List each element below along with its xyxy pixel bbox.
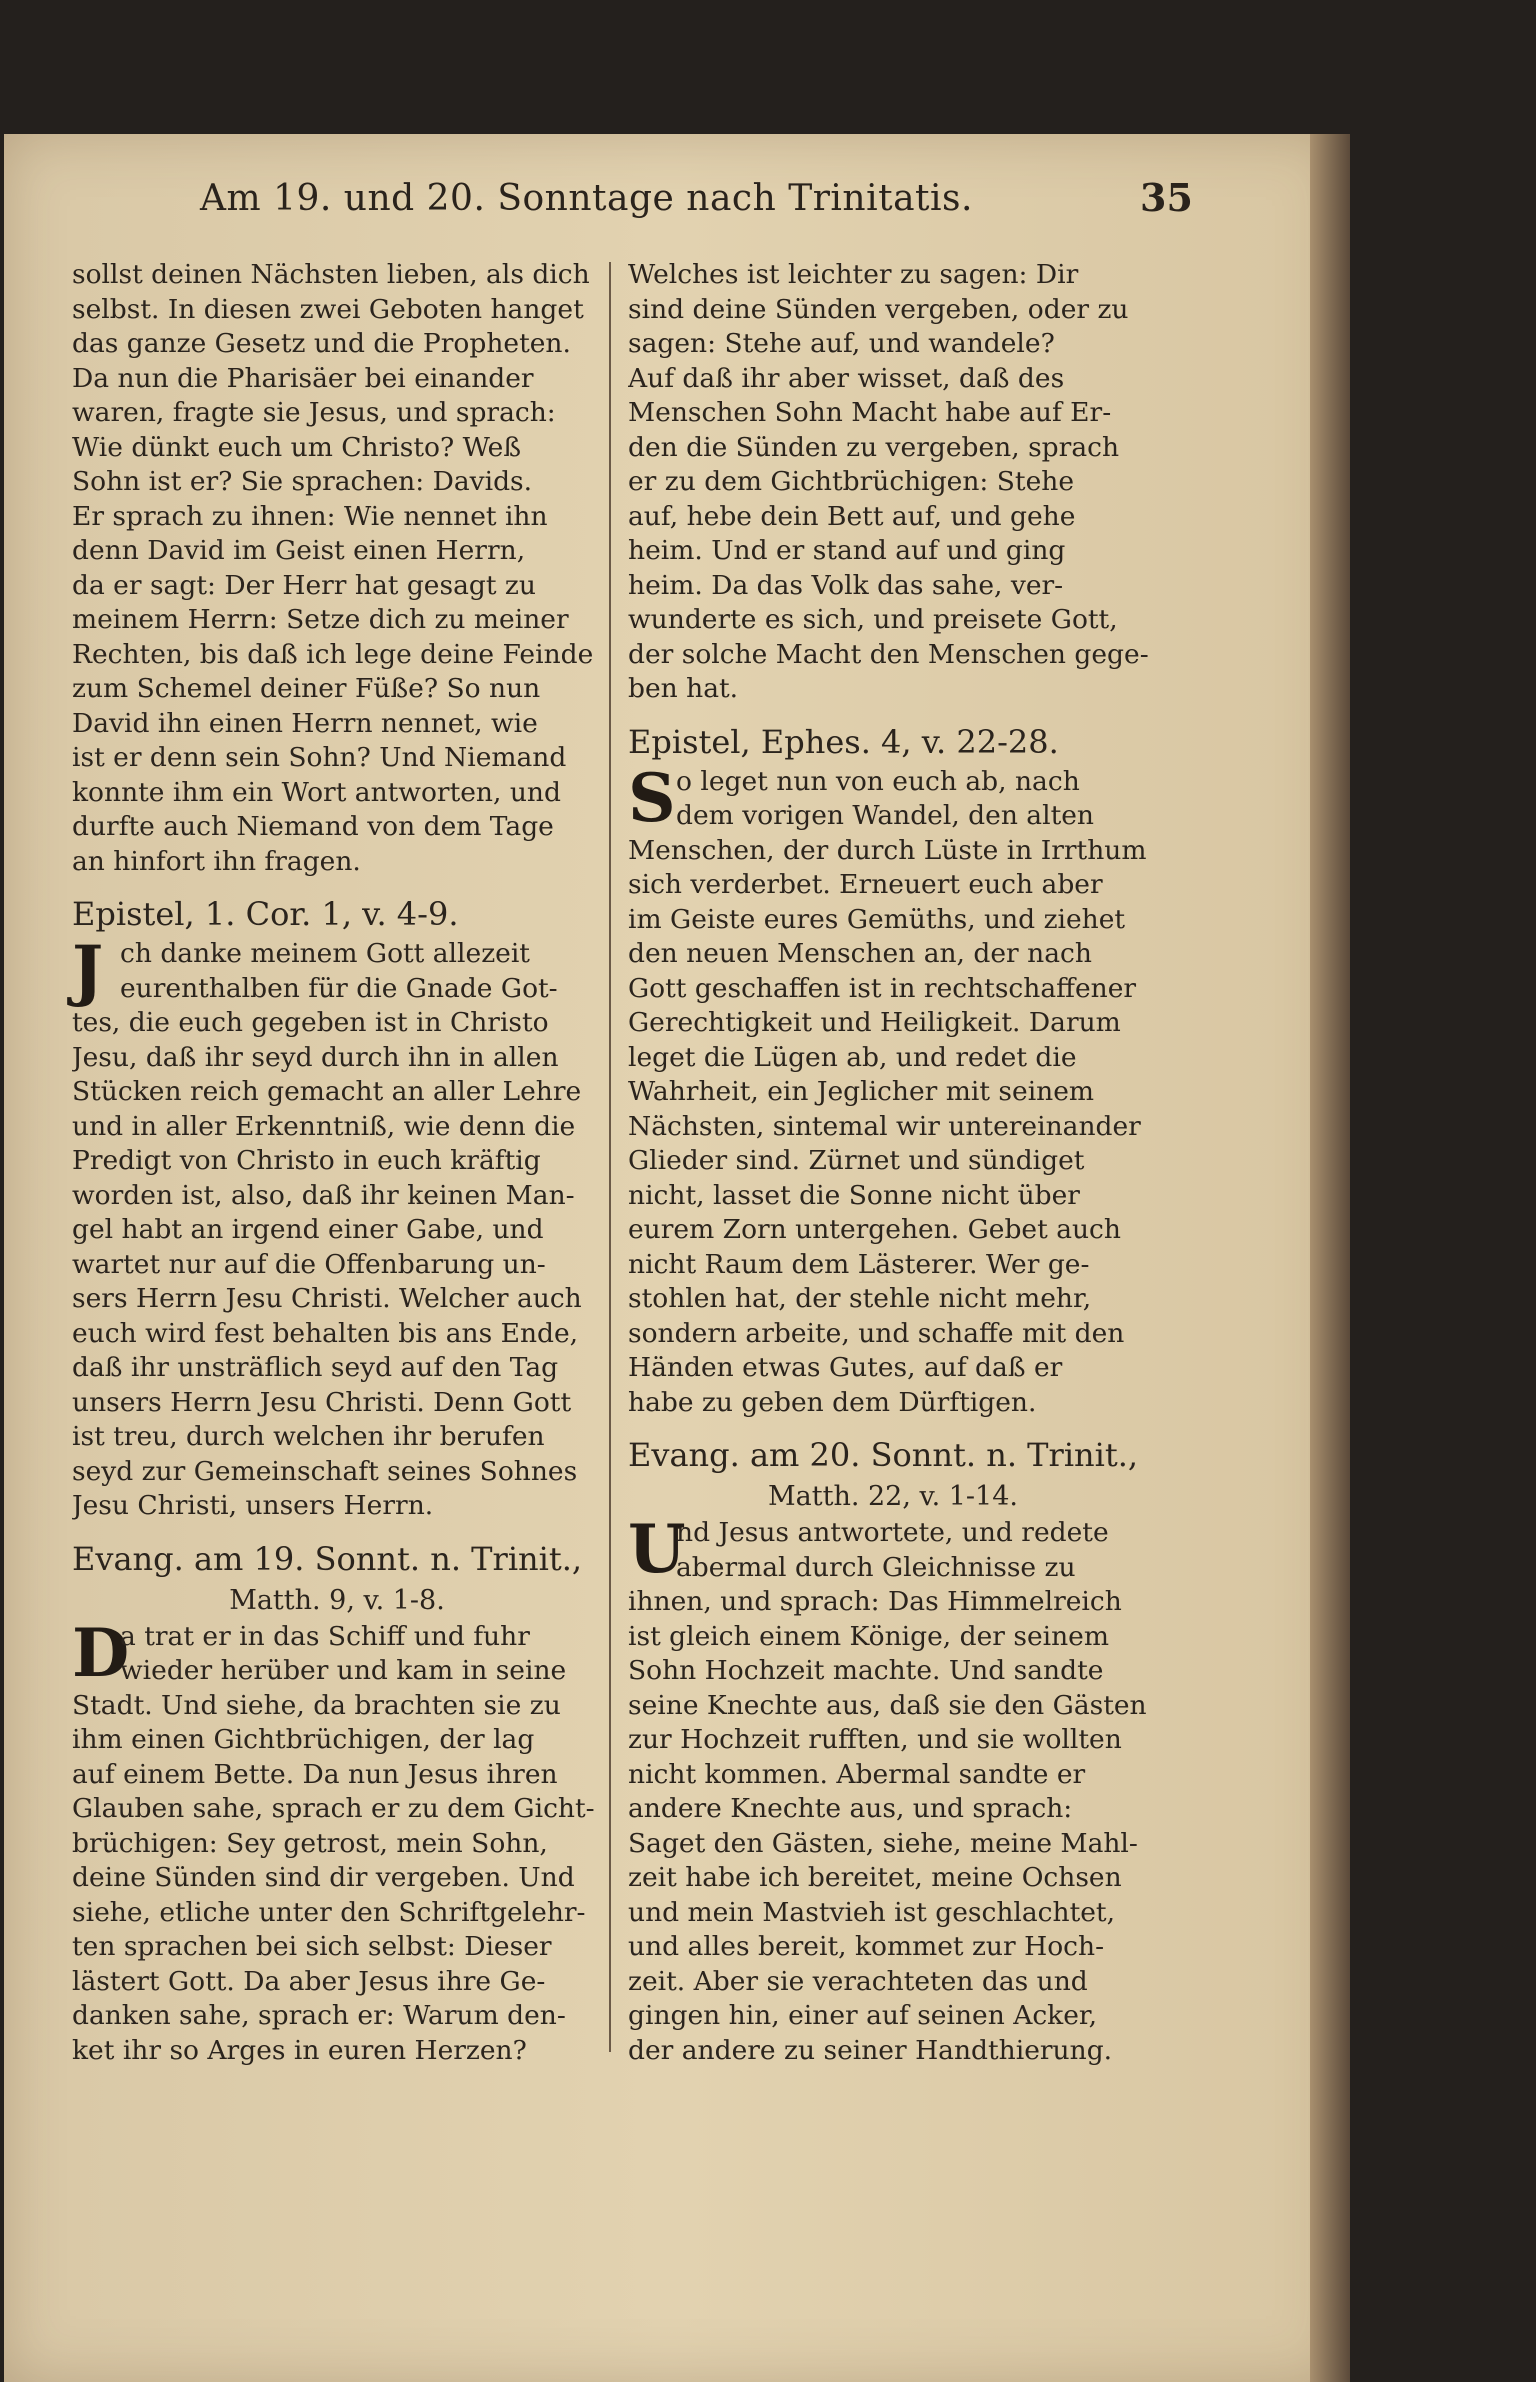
text-line: meinem Herrn: Setze dich zu meiner [72,604,569,635]
text-line: heim. Und er stand auf und ging [628,535,1066,566]
text-line: heim. Da das Volk das sahe, ver- [628,569,1064,601]
running-head: Am 19. und 20. Sonntage nach Trinitatis. [200,178,973,219]
text-line: Glauben sahe, sprach er zu dem Gicht- [72,1793,595,1824]
left-epistle-dropcap-block [72,931,602,1009]
left-column [72,258,602,2068]
left-intro [72,258,602,879]
text-line: durfte auch Niemand von dem Tage [72,811,554,842]
text-line: wartet nur auf die Offenbarung un- [72,1248,546,1280]
text-line: denn David im Geist einen Herrn, [72,535,526,566]
text-line: wunderte es sich, und preisete Gott, [628,604,1118,635]
text-line: Wie dünkt euch um Christo? Weß [72,431,522,463]
text-line: sollst deinen Nächsten lieben, als dich [72,259,590,290]
text-line: ihm einen Gichtbrüchigen, der lag [72,1724,535,1755]
text-line: ist er denn sein Sohn? Und Niemand [72,742,567,773]
text-line: selbst. In diesen zwei Geboten hanget [72,293,584,325]
drop-cap: D [72,1613,130,1692]
right-intro [628,258,1158,707]
text-line: Menschen, der durch Lüste in Irrthum [628,834,1147,866]
text-line: a trat er in das Schiff und fuhr [120,1620,530,1652]
text-line: eurenthalben für die Gnade Got- [120,972,558,1004]
text-line: im Geiste eures Gemüths, und ziehet [628,903,1126,935]
left-gospel-text [72,1689,602,2069]
text-line: habe zu geben dem Dürftigen. [628,1386,1037,1418]
text-line: Gott geschaffen ist in rechtschaffener [628,972,1137,1004]
text-line: leget die Lügen ab, und redet die [628,1041,1077,1073]
text-line: der solche Macht den Menschen gege- [628,638,1149,670]
text-line: Glieder sind. Zürnet und sündiget [628,1145,1085,1176]
text-line: brüchigen: Sey getrost, mein Sohn, [72,1827,548,1859]
text-line: sers Herrn Jesu Christi. Welcher auch [72,1283,582,1314]
right-epistle-heading: Epistel, Ephes. 4, v. 22-28. [628,722,1059,761]
text-line: Da nun die Pharisäer bei einander [72,362,534,394]
text-line: sondern arbeite, und schaffe mit den [628,1317,1125,1349]
text-line: sind deine Sünden vergeben, oder zu [628,293,1129,325]
text-line: Jesu, daß ihr seyd durch ihn in allen [72,1041,559,1073]
text-line: ten sprachen bei sich selbst: Dieser [72,1931,552,1962]
text-line: Wahrheit, ein Jeglicher mit seinem [628,1076,1095,1107]
text-line: danken sahe, sprach er: Warum den- [72,2000,566,2031]
text-line: auf einem Bette. Da nun Jesus ihren [72,1758,558,1790]
text-line: zeit habe ich bereitet, meine Ochsen [628,1862,1122,1893]
text-line: ket ihr so Arges in euren Herzen? [72,2034,527,2066]
text-line: den die Sünden zu vergeben, sprach [628,431,1120,463]
text-line: an hinfort ihn fragen. [72,845,361,877]
right-epistle-dropcap-block [628,758,1158,837]
text-line: wieder herüber und kam in seine [120,1655,567,1686]
text-line: ist gleich einem Könige, der seinem [628,1620,1109,1652]
text-line: er zu dem Gichtbrüchigen: Stehe [628,466,1075,497]
text-line: das ganze Gesetz und die Propheten. [72,328,571,359]
text-line: Welches ist leichter zu sagen: Dir [628,259,1079,290]
text-line: Gerechtigkeit und Heiligkeit. Darum [628,1007,1121,1038]
drop-cap: U [628,1510,686,1588]
text-line: Rechten, bis daß ich lege deine Feinde [72,638,594,670]
left-epistle-text [72,1006,602,1524]
text-line: Sohn ist er? Sie sprachen: Davids. [72,466,533,497]
text-line: Sohn Hochzeit machte. Und sandte [628,1655,1104,1686]
text-line: waren, fragte sie Jesus, und sprach: [72,397,556,428]
text-line: auf, hebe dein Bett auf, und gehe [628,500,1076,532]
text-line: daß ihr unsträflich seyd auf den Tag [72,1352,559,1383]
text-line: ihnen, und sprach: Das Himmelreich [628,1586,1122,1617]
text-line: lästert Gott. Da aber Jesus ihre Ge- [72,1965,546,1997]
text-line: ben hat. [628,673,739,704]
text-line: konnte ihm ein Wort antworten, und [72,776,561,808]
column-divider [609,262,611,2052]
text-line: abermal durch Gleichnisse zu [676,1551,1076,1583]
right-gospel-reference: Matth. 22, v. 1-14. [768,1481,1018,1512]
text-line: da er sagt: Der Herr hat gesagt zu [72,569,536,601]
text-line: nicht, lasset die Sonne nicht über [628,1179,1080,1211]
right-epistle-text [628,834,1158,1421]
text-line: Nächsten, sintemal wir untereinander [628,1110,1141,1142]
text-line: zur Hochzeit rufften, und sie wollten [628,1724,1122,1755]
text-line: unsers Herrn Jesu Christi. Denn Gott [72,1386,572,1418]
text-line: und mein Mastvieh ist geschlachtet, [628,1896,1115,1928]
text-line: sich verderbet. Erneuert euch aber [628,869,1103,900]
left-gospel-reference: Matth. 9, v. 1-8. [229,1584,445,1616]
text-line: dem vorigen Wandel, den alten [676,800,1094,831]
right-gospel-dropcap-block [628,1510,1158,1588]
text-line: Jesu Christi, unsers Herrn. [72,1490,434,1521]
drop-cap: J [72,931,104,1009]
right-gospel-heading: Evang. am 20. Sonnt. n. Trinit., [628,1436,1139,1474]
text-line: euch wird fest behalten bis ans Ende, [72,1317,579,1349]
text-line: Händen etwas Gutes, auf daß er [628,1352,1063,1383]
text-line: Er sprach zu ihnen: Wie nennet ihn [72,500,548,532]
page-edge [1310,134,1350,2382]
text-line: tes, die euch gegeben ist in Christo [72,1007,549,1038]
text-line: nicht Raum dem Lästerer. Wer ge- [628,1248,1090,1280]
text-line: seine Knechte aus, daß sie den Gästen [628,1689,1147,1721]
text-line: Menschen Sohn Macht habe auf Er- [628,397,1112,428]
text-line: Stücken reich gemacht an aller Lehre [72,1076,582,1107]
text-line: o leget nun von euch ab, nach [676,765,1080,797]
text-line: zeit. Aber sie verachteten das und [628,1965,1088,1997]
left-gospel-heading: Evang. am 19. Sonnt. n. Trinit., [72,1539,583,1578]
text-line: deine Sünden sind dir vergeben. Und [72,1862,575,1893]
right-column [628,258,1158,2068]
page-number: 35 [1140,175,1193,220]
text-line: gingen hin, einer auf seinen Acker, [628,2000,1098,2031]
text-line: eurem Zorn untergehen. Gebet auch [628,1214,1121,1245]
text-line: ist treu, durch welchen ihr berufen [72,1421,545,1452]
text-line: Saget den Gästen, siehe, meine Mahl- [628,1827,1138,1859]
right-gospel-text [628,1585,1158,2068]
text-line: Stadt. Und siehe, da brachten sie zu [72,1689,561,1721]
left-gospel-dropcap-block [72,1613,602,1692]
text-line: seyd zur Gemeinschaft seines Sohnes [72,1455,578,1487]
text-line: stohlen hat, der stehle nicht mehr, [628,1283,1092,1314]
text-line: worden ist, also, daß ihr keinen Man- [72,1179,575,1211]
text-line: andere Knechte aus, und sprach: [628,1793,1073,1824]
text-line: Predigt von Christo in euch kräftig [72,1145,541,1176]
left-epistle-heading: Epistel, 1. Cor. 1, v. 4-9. [72,895,459,933]
text-line: nd Jesus antwortete, und redete [676,1517,1109,1548]
text-line: und in aller Erkenntniß, wie denn die [72,1110,576,1142]
text-line: nicht kommen. Abermal sandte er [628,1758,1086,1790]
text-line: sagen: Stehe auf, und wandele? [628,328,1055,359]
text-line: zum Schemel deiner Füße? So nun [72,673,541,704]
text-line: ch danke meinem Gott allezeit [120,938,530,969]
text-line: gel habt an irgend einer Gabe, und [72,1214,544,1245]
text-line: der andere zu seiner Handthierung. [628,2034,1113,2066]
text-line: den neuen Menschen an, der nach [628,938,1092,969]
text-line: Auf daß ihr aber wisset, daß des [628,362,1065,394]
drop-cap: S [628,758,676,837]
text-line: siehe, etliche unter den Schriftgelehr- [72,1896,586,1928]
text-line: und alles bereit, kommet zur Hoch- [628,1931,1105,1962]
text-line: David ihn einen Herrn nennet, wie [72,707,538,739]
